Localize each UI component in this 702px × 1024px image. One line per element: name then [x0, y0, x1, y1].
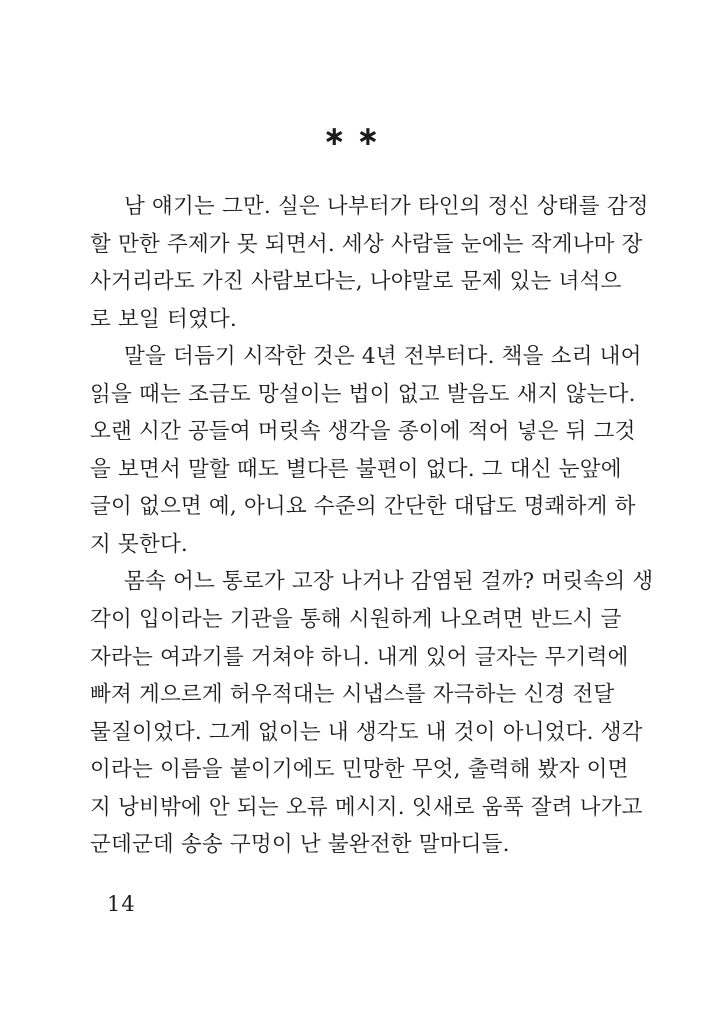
text-line: 빠져 게으르게 허우적대는 시냅스를 자극하는 신경 전달 — [90, 682, 615, 708]
text-line: 각이 입이라는 기관을 통해 시원하게 나오려면 반드시 글 — [90, 607, 622, 633]
body-text — [90, 188, 654, 864]
text-line: 군데군데 송송 구멍이 난 불완전한 말마디들. — [90, 832, 510, 858]
text-line: 지 낭비밖에 안 되는 오류 메시지. 잇새로 움푹 잘려 나가고 — [90, 794, 643, 820]
text-line: 사거리라도 가진 사람보다는, 나야말로 문제 있는 녀석으 — [90, 269, 622, 295]
text-line: 글이 없으면 예, 아니요 수준의 간단한 대답도 명쾌하게 하 — [90, 494, 636, 520]
text-line: 몸속 어느 통로가 고장 나거나 감염된 걸까? 머릿속의 생 — [124, 569, 654, 595]
text-line: 자라는 여과기를 거쳐야 하니. 내게 있어 글자는 무기력에 — [90, 644, 629, 670]
text-line: 물질이었다. 그게 없이는 내 생각도 내 것이 아니었다. 생각 — [90, 719, 643, 745]
text-line: 읽을 때는 조금도 망설이는 법이 없고 발음도 새지 않는다. — [90, 381, 636, 407]
text-line: 로 보일 터였다. — [90, 306, 237, 332]
text-line: 지 못한다. — [90, 531, 188, 557]
section-separator: ∗∗ — [322, 121, 391, 152]
text-line: 할 만한 주제가 못 되면서. 세상 사람들 눈에는 작게나마 장 — [90, 231, 643, 257]
text-line: 이라는 이름을 붙이기에도 민망한 무엇, 출력해 봤자 이면 — [90, 757, 629, 783]
text-line: 을 보면서 말할 때도 별다른 불편이 없다. 그 대신 눈앞에 — [90, 456, 622, 482]
text-line: 남 얘기는 그만. 실은 나부터가 타인의 정신 상태를 감정 — [124, 194, 649, 219]
text-line: 말을 더듬기 시작한 것은 4년 전부터다. 책을 소리 내어 — [124, 344, 642, 370]
text-line: 오랜 시간 공들여 머릿속 생각을 종이에 적어 넣은 뒤 그것 — [90, 419, 636, 445]
page-number: 14 — [107, 892, 136, 916]
